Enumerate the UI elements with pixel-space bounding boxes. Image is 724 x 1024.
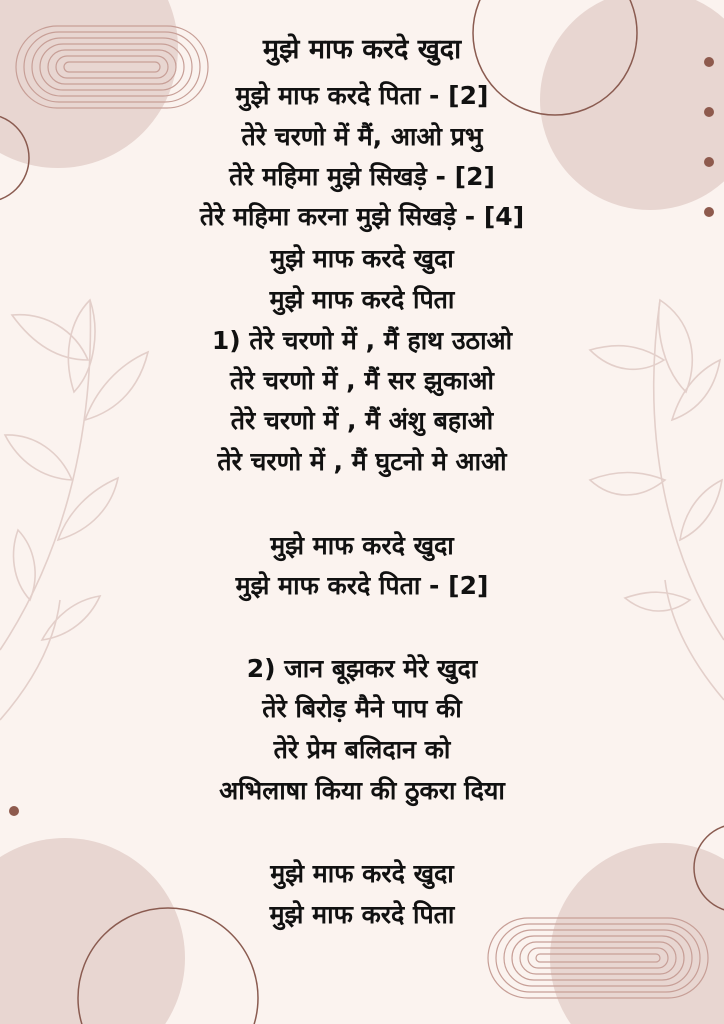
verse-line: 1) तेरे चरणो में , मैं हाथ उठाओ bbox=[211, 326, 513, 355]
verse-line: तेरे प्रेम बलिदान को bbox=[273, 735, 451, 764]
song-title: मुझे माफ करदे खुदा bbox=[262, 34, 462, 65]
verse-line: तेरे चरणो में , मैं अंशु बहाओ bbox=[230, 406, 494, 435]
lyric-line: तेरे चरणो में मैं, आओ प्रभु bbox=[241, 122, 483, 151]
lyric-line: तेरे महिमा करना मुझे सिखड़े - [4] bbox=[199, 202, 525, 231]
verse-line: 2) जान बूझकर मेरे खुदा bbox=[246, 654, 478, 683]
verse-line: तेरे चरणो में , मैं सर झुकाओ bbox=[229, 366, 495, 395]
verse-line: तेरे चरणो में , मैं घुटनो मे आओ bbox=[217, 447, 507, 476]
chorus-line: मुझे माफ करदे खुदा bbox=[270, 859, 454, 888]
lyric-line: मुझे माफ करदे पिता - [2] bbox=[235, 81, 489, 110]
chorus-line: मुझे माफ करदे पिता - [2] bbox=[235, 571, 489, 600]
lyric-line: मुझे माफ करदे खुदा bbox=[270, 244, 454, 273]
verse-line: तेरे बिरोड़ मैने पाप की bbox=[262, 694, 462, 723]
chorus-line: मुझे माफ करदे खुदा bbox=[270, 531, 454, 560]
lyric-line: मुझे माफ करदे पिता bbox=[269, 285, 455, 314]
chorus-line: मुझे माफ करदे पिता bbox=[269, 900, 455, 929]
verse-line: अभिलाषा किया की ठुकरा दिया bbox=[219, 776, 505, 805]
lyric-line: तेरे महिमा मुझे सिखड़े - [2] bbox=[229, 162, 495, 191]
